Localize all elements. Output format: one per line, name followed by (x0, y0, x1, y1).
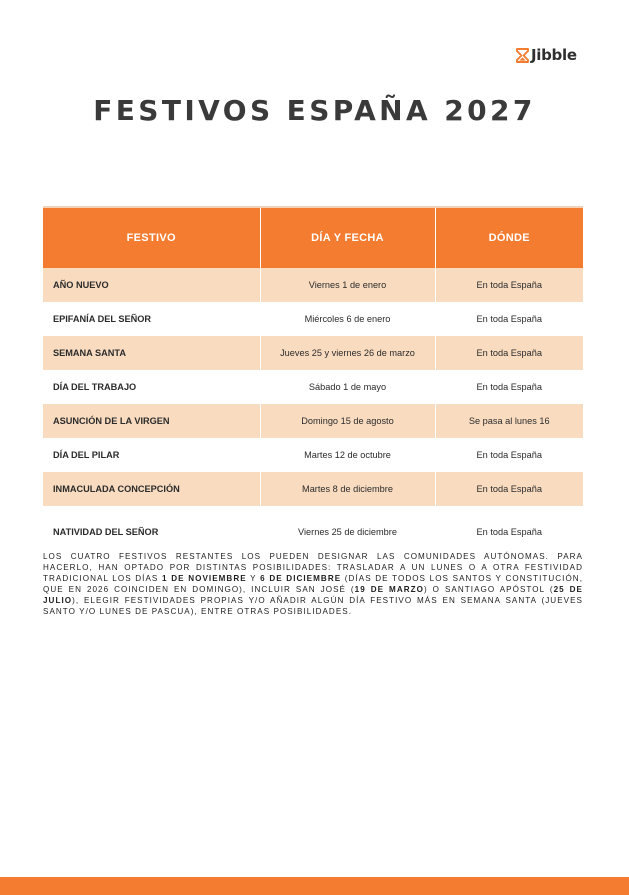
table-row (43, 472, 583, 506)
holiday-scope: Se pasa al lunes 16 (435, 404, 583, 438)
note-date: 25 DE JULIO (43, 585, 583, 605)
table-row (43, 302, 583, 336)
holiday-name: AÑO NUEVO (43, 268, 260, 302)
footnote-text (43, 551, 583, 617)
table-row (43, 438, 583, 472)
holiday-date: Martes 12 de octubre (260, 438, 435, 472)
hourglass-icon (516, 48, 529, 63)
holiday-scope: En toda España (435, 302, 583, 336)
holiday-scope: En toda España (435, 336, 583, 370)
holiday-scope: En toda España (435, 472, 583, 506)
table-header-row (43, 207, 583, 268)
note-date: 6 DE DICIEMBRE (260, 574, 342, 583)
holiday-name: ASUNCIÓN DE LA VIRGEN (43, 404, 260, 438)
page-title: FESTIVOS ESPAÑA 2027 (93, 94, 536, 127)
holiday-date: Domingo 15 de agosto (260, 404, 435, 438)
holiday-scope: En toda España (435, 370, 583, 404)
holiday-scope: En toda España (435, 438, 583, 472)
table-row (43, 370, 583, 404)
note-text: ), ELEGIR FESTIVIDADES PROPIAS Y/O AÑADIR ALGÚN DÍA FESTIVO MÁS EN SEMANA SANTA (JUEVES SANTO Y/O LUNES DE PASCUA), ENTRE OTRAS POSIBILIDADES. (43, 596, 583, 616)
holiday-scope: En toda España (435, 506, 583, 550)
table-row (43, 506, 583, 550)
header-donde: DÓNDE (435, 207, 583, 268)
note-text: LOS CUATRO FESTIVOS RESTANTES LOS PUEDEN DESIGNAR LAS COMUNIDADES AUTÓNOMAS. PARA HACERLO, HAN OPTADO POR DISTINTAS POSIBILIDADES: TRASLADAR A UN LUNES O A OTRA FESTIVIDAD TRADICIONAL LOS DÍAS (43, 552, 583, 583)
holiday-date: Miércoles 6 de enero (260, 302, 435, 336)
table-row (43, 268, 583, 302)
holiday-date: Sábado 1 de mayo (260, 370, 435, 404)
jibble-logo (516, 46, 577, 64)
holiday-scope: En toda España (435, 268, 583, 302)
holiday-name: EPIFANÍA DEL SEÑOR (43, 302, 260, 336)
holiday-date: Martes 8 de diciembre (260, 472, 435, 506)
holiday-name: SEMANA SANTA (43, 336, 260, 370)
holiday-date: Viernes 1 de enero (260, 268, 435, 302)
holiday-name: INMACULADA CONCEPCIÓN (43, 472, 260, 506)
note-text: Y (246, 574, 261, 583)
holidays-table (43, 206, 583, 550)
table-row (43, 336, 583, 370)
note-text: ) O SANTIAGO APÓSTOL ( (423, 585, 554, 594)
note-date: 19 DE MARZO (354, 585, 424, 594)
note-date: 1 DE NOVIEMBRE (162, 574, 247, 583)
footer-bar (0, 877, 629, 895)
note-text: (DÍAS DE TODOS LOS SANTOS Y CONSTITUCIÓN, QUE EN 2026 COINCIDEN EN DOMINGO), INCLUIR SAN JOSÉ ( (43, 574, 583, 594)
holiday-name: DÍA DEL PILAR (43, 438, 260, 472)
header-fecha: DÍA Y FECHA (260, 207, 435, 268)
holiday-name: NATIVIDAD DEL SEÑOR (43, 506, 260, 550)
logo-wordmark: Jibble (531, 46, 577, 64)
table-row (43, 404, 583, 438)
holiday-date: Viernes 25 de diciembre (260, 506, 435, 550)
holiday-name: DÍA DEL TRABAJO (43, 370, 260, 404)
header-festivo: FESTIVO (43, 207, 260, 268)
holiday-date: Jueves 25 y viernes 26 de marzo (260, 336, 435, 370)
